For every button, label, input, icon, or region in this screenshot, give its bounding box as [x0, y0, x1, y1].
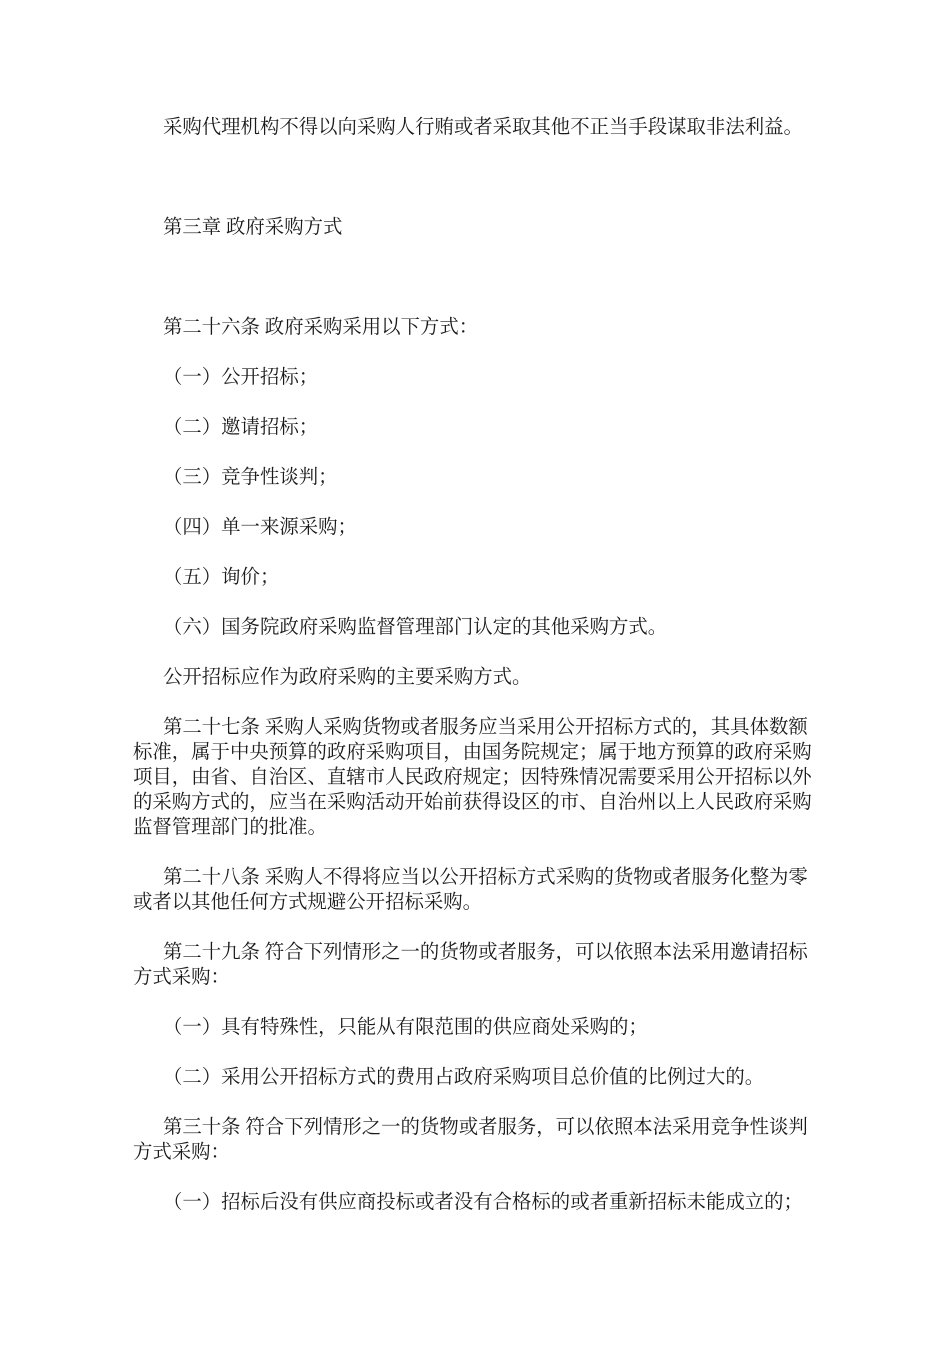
article-26-item-5: （五）询价； — [163, 567, 280, 588]
article-26-closing: 公开招标应作为政府采购的主要采购方式。 — [163, 667, 532, 688]
article-29-intro: 第二十九条 符合下列情形之一的货物或者服务，可以依照本法采用邀请招标 方式采购： — [133, 942, 808, 988]
paragraph-agency-prohibition: 采购代理机构不得以向采购人行贿或者采取其他不正当手段谋取非法利益。 — [163, 117, 803, 138]
article-26-item-2: （二）邀请招标； — [163, 417, 319, 438]
chapter-3-heading: 第三章 政府采购方式 — [163, 217, 343, 238]
article-27: 第二十七条 采购人采购货物或者服务应当采用公开招标方式的，其具体数额 标准，属于中央预算的政府采购项目，由国务院规定；属于地方预算的政府采购 项目，由省、自治区、直辖市人民政府规定；因特殊情况需要采用公开招标以外 的采购方式的，应当在采购活动开始前获得设区的市、自治州以上人民政府采购 监督管理部门的批准。 — [133, 717, 812, 838]
article-26-item-1: （一）公开招标； — [163, 367, 319, 388]
article-28: 第二十八条 采购人不得将应当以公开招标方式采购的货物或者服务化整为零 或者以其他任何方式规避公开招标采购。 — [133, 867, 808, 913]
article-29-item-2: （二）采用公开招标方式的费用占政府采购项目总价值的比例过大的。 — [163, 1067, 765, 1088]
article-26-item-4: （四）单一来源采购； — [163, 517, 357, 538]
article-30-item-1: （一）招标后没有供应商投标或者没有合格标的或者重新招标未能成立的； — [163, 1192, 803, 1213]
article-26-intro: 第二十六条 政府采购采用以下方式： — [163, 317, 479, 338]
article-26-item-6: （六）国务院政府采购监督管理部门认定的其他采购方式。 — [163, 617, 668, 638]
article-30-intro: 第三十条 符合下列情形之一的货物或者服务，可以依照本法采用竞争性谈判 方式采购： — [133, 1117, 808, 1163]
article-26-item-3: （三）竞争性谈判； — [163, 467, 338, 488]
article-29-item-1: （一）具有特殊性，只能从有限范围的供应商处采购的； — [163, 1017, 648, 1038]
